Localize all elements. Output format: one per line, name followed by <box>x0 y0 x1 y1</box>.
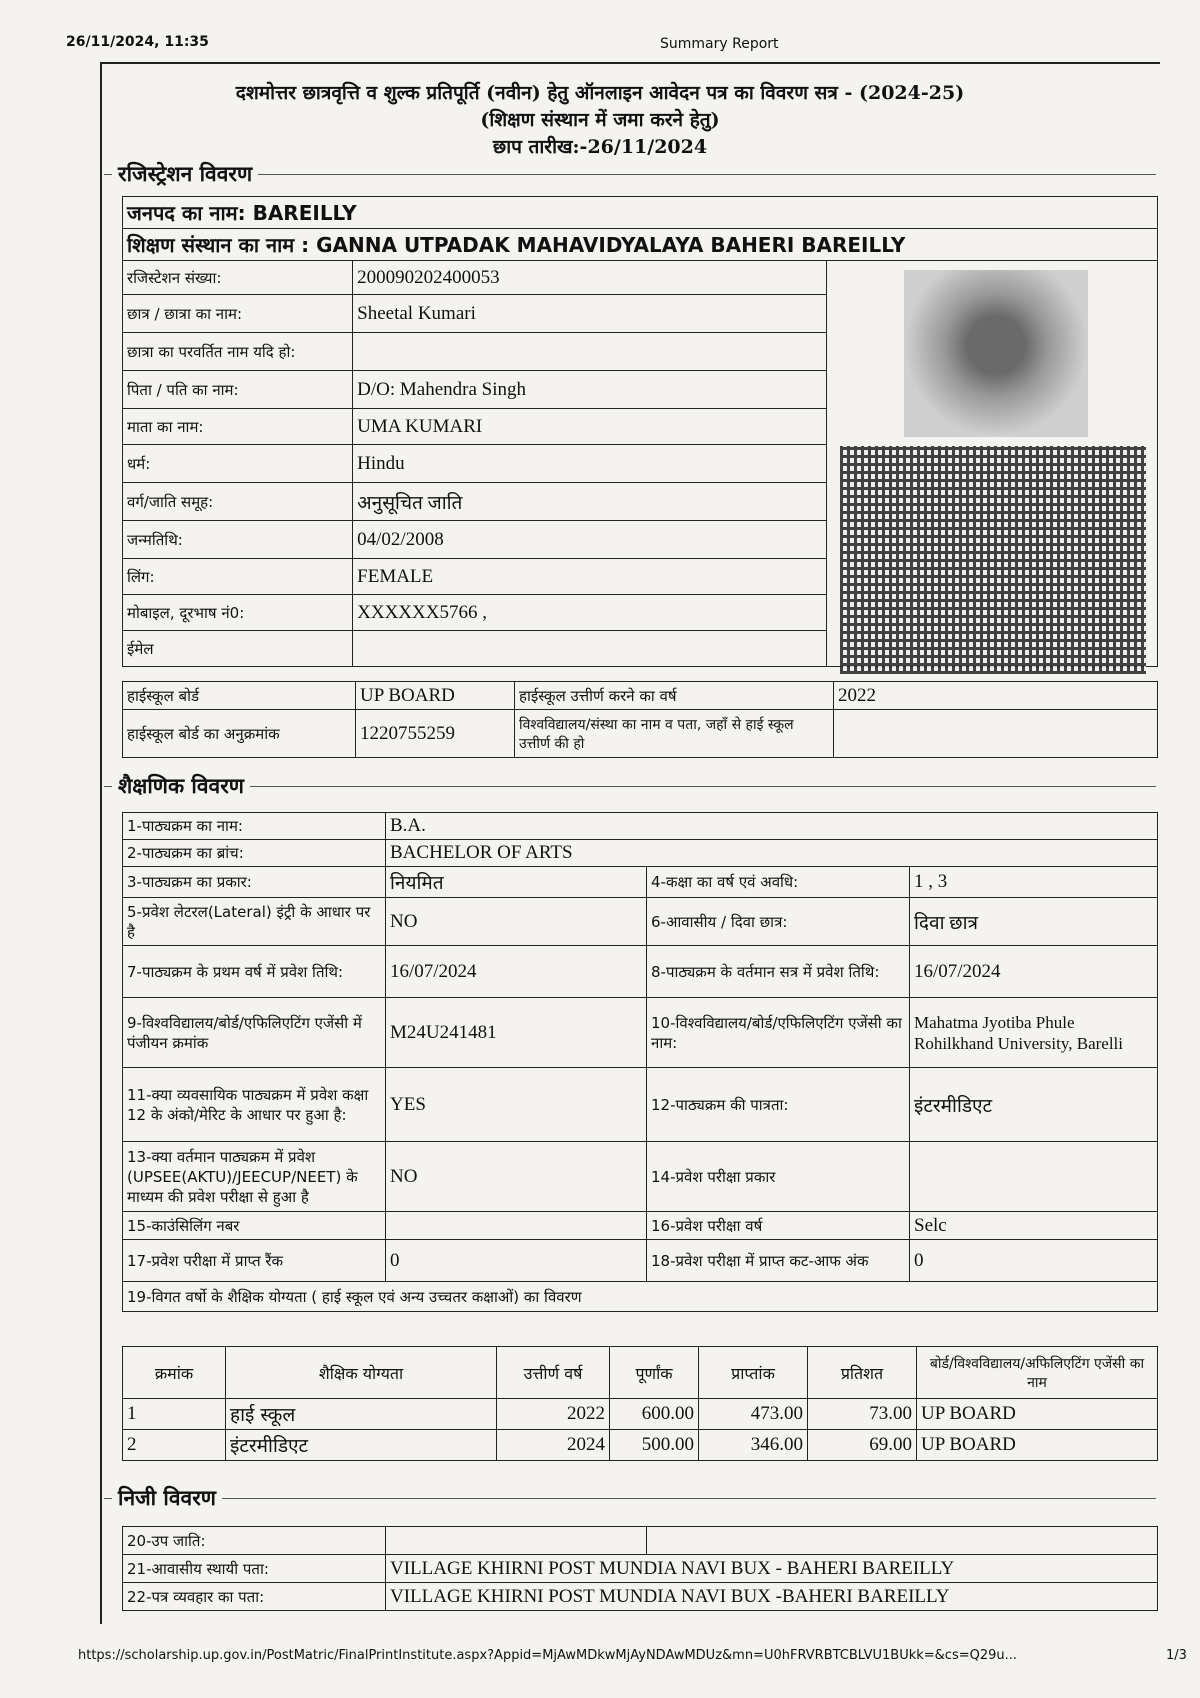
entrance-exam-admission-label: 13-क्या वर्तमान पाठ्यक्रम में प्रवेश (UPSEE(AKTU)/JEECUP/NEET) के माध्यम की प्रवेश परीक्षा से हुआ है <box>123 1142 386 1212</box>
registration-heading: रजिस्ट्रेशन विवरण <box>112 160 258 188</box>
dob-value: 04/02/2008 <box>353 521 826 559</box>
email-label: ईमेल <box>123 631 353 667</box>
page-number: 1/3 <box>1166 1648 1187 1663</box>
entrance-rank-value: 0 <box>386 1240 647 1282</box>
hs-roll-label: हाईस्कूल बोर्ड का अनुक्रमांक <box>123 710 356 758</box>
academic-table <box>122 812 1158 1312</box>
table-row <box>123 1430 1158 1461</box>
hs-year-label: हाईस्कूल उत्तीर्ण करने का वर्ष <box>515 682 834 710</box>
qual-cell: 73.00 <box>808 1399 917 1430</box>
university-name-value: Mahatma Jyotiba Phule Rohilkhand University, Barelli <box>910 998 1158 1068</box>
hs-board-label: हाईस्कूल बोर्ड <box>123 682 356 710</box>
correspondence-address-value: VILLAGE KHIRNI POST MUNDIA NAVI BUX -BAHERI BAREILLY <box>386 1583 1158 1611</box>
course-eligibility-label: 12-पाठ्यक्रम की पात्रता: <box>647 1068 910 1142</box>
dob-label: जन्मतिथि: <box>123 521 353 559</box>
qual-cell: 2024 <box>497 1430 610 1461</box>
subcaste-value <box>386 1527 647 1555</box>
current-session-admission-value: 16/07/2024 <box>910 946 1158 998</box>
qual-header: क्रमांक <box>123 1347 226 1399</box>
gender-label: लिंग: <box>123 559 353 595</box>
course-eligibility-value: इंटरमीडिएट <box>910 1068 1158 1142</box>
entrance-exam-year-label: 16-प्रवेश परीक्षा वर्ष <box>647 1212 910 1240</box>
entrance-exam-type-value <box>910 1142 1158 1212</box>
religion-label: धर्म: <box>123 445 353 483</box>
course-branch-value: BACHELOR OF ARTS <box>386 840 1158 867</box>
student-name-value: Sheetal Kumari <box>353 295 826 333</box>
course-type-value: नियमित <box>386 867 647 898</box>
report-title: Summary Report <box>660 36 779 52</box>
class-year-value: 1 , 3 <box>910 867 1158 898</box>
permanent-address-label: 21-आवासीय स्थायी पता: <box>123 1555 386 1583</box>
qual-header: उत्तीर्ण वर्ष <box>497 1347 610 1399</box>
class-year-label: 4-कक्षा का वर्ष एवं अवधि: <box>647 867 910 898</box>
hs-univ-label: विश्वविद्यालय/संस्था का नाम व पता, जहाँ से हाई स्कूल उत्तीर्ण की हो <box>515 710 834 758</box>
form-title <box>100 80 1100 161</box>
title-line-1: दशमोत्तर छात्रवृत्ति व शुल्क प्रतिपूर्ति (नवीन) हेतु ऑनलाइन आवेदन पत्र का विवरण सत्र - (2024-25) <box>235 82 965 104</box>
vocational-merit-label: 11-क्या व्यवसायिक पाठ्यक्रम में प्रवेश कक्षा 12 के अंको/मेरिट के आधार पर हुआ है: <box>123 1068 386 1142</box>
qual-cell: 1 <box>123 1399 226 1430</box>
qual-cell: 2 <box>123 1430 226 1461</box>
mobile-value: XXXXXX5766 , <box>353 595 826 631</box>
section-divider <box>104 786 1156 787</box>
category-value: अनुसूचित जाति <box>353 483 826 521</box>
course-name-label: 1-पाठ्यक्रम का नाम: <box>123 813 386 840</box>
entrance-exam-year-value: Selc <box>910 1212 1158 1240</box>
course-name-value: B.A. <box>386 813 1158 840</box>
day-scholar-label: 6-आवासीय / दिवा छात्र: <box>647 898 910 946</box>
permanent-address-value: VILLAGE KHIRNI POST MUNDIA NAVI BUX - BAHERI BAREILLY <box>386 1555 1158 1583</box>
cutoff-marks-label: 18-प्रवेश परीक्षा में प्राप्त कट-आफ अंक <box>647 1240 910 1282</box>
day-scholar-value: दिवा छात्र <box>910 898 1158 946</box>
mobile-label: मोबाइल, दूरभाष नं0: <box>123 595 353 631</box>
reg-no-label: रजिस्टेशन संख्या: <box>123 261 353 295</box>
first-year-admission-label: 7-पाठ्यक्रम के प्रथम वर्ष में प्रवेश तिथि: <box>123 946 386 998</box>
district-name: जनपद का नाम: BAREILLY <box>123 197 1158 229</box>
email-value <box>353 631 826 667</box>
hs-univ-value <box>834 710 1158 758</box>
father-name-label: पिता / पति का नाम: <box>123 371 353 409</box>
qualification-table <box>122 1346 1158 1461</box>
student-name-label: छात्र / छात्रा का नाम: <box>123 295 353 333</box>
qual-cell: UP BOARD <box>917 1399 1158 1430</box>
subcaste-label: 20-उप जाति: <box>123 1527 386 1555</box>
reg-no-value: 200090202400053 <box>353 261 826 295</box>
highschool-table <box>122 681 1158 758</box>
qual-cell: 2022 <box>497 1399 610 1430</box>
lateral-entry-value: NO <box>386 898 647 946</box>
changed-name-value <box>353 333 826 371</box>
vocational-merit-value: YES <box>386 1068 647 1142</box>
qual-cell: 600.00 <box>610 1399 699 1430</box>
mother-name-label: माता का नाम: <box>123 409 353 445</box>
counselling-number-label: 15-काउंसिलिंग नबर <box>123 1212 386 1240</box>
qual-cell: UP BOARD <box>917 1430 1158 1461</box>
counselling-number-value <box>386 1212 647 1240</box>
personal-heading: निजी विवरण <box>112 1484 222 1512</box>
qual-header: पूर्णांक <box>610 1347 699 1399</box>
qual-cell: 500.00 <box>610 1430 699 1461</box>
course-type-label: 3-पाठ्यक्रम का प्रकार: <box>123 867 386 898</box>
changed-name-label: छात्रा का परवर्तित नाम यदि हो: <box>123 333 353 371</box>
personal-table <box>122 1526 1158 1611</box>
university-name-label: 10-विश्वविद्यालय/बोर्ड/एफिलिएटिंग एजेंसी का नाम: <box>647 998 910 1068</box>
qual-cell: 69.00 <box>808 1430 917 1461</box>
correspondence-address-label: 22-पत्र व्यवहार का पता: <box>123 1583 386 1611</box>
university-reg-no-label: 9-विश्वविद्यालय/बोर्ड/एफिलिएटिंग एजेंसी में पंजीयन क्रमांक <box>123 998 386 1068</box>
lateral-entry-label: 5-प्रवेश लेटरल(Lateral) इंट्री के आधार पर है <box>123 898 386 946</box>
qual-cell: हाई स्कूल <box>226 1399 497 1430</box>
qual-header: शैक्षिक योग्यता <box>226 1347 497 1399</box>
category-label: वर्ग/जाति समूह: <box>123 483 353 521</box>
current-session-admission-label: 8-पाठ्यक्रम के वर्तमान सत्र में प्रवेश तिथि: <box>647 946 910 998</box>
hs-roll-value: 1220755259 <box>356 710 515 758</box>
qualification-details-label: 19-विगत वर्षो के शैक्षिक योग्यता ( हाई स्कूल एवं अन्य उच्चतर कक्षाओं) का विवरण <box>123 1282 1158 1312</box>
cutoff-marks-value: 0 <box>910 1240 1158 1282</box>
mother-name-value: UMA KUMARI <box>353 409 826 445</box>
section-divider <box>104 174 1156 175</box>
student-photo <box>904 270 1088 437</box>
academic-heading: शैक्षणिक विवरण <box>112 772 250 800</box>
qr-code <box>840 446 1146 674</box>
print-datetime: 26/11/2024, 11:35 <box>66 34 209 50</box>
entrance-exam-type-label: 14-प्रवेश परीक्षा प्रकार <box>647 1142 910 1212</box>
qual-cell: इंटरमीडिएट <box>226 1430 497 1461</box>
gender-value: FEMALE <box>353 559 826 595</box>
qual-header: प्रतिशत <box>808 1347 917 1399</box>
institute-name: शिक्षण संस्थान का नाम : GANNA UTPADAK MAHAVIDYALAYA BAHERI BAREILLY <box>123 229 1158 261</box>
section-divider <box>104 1498 1156 1499</box>
university-reg-no-value: M24U241481 <box>386 998 647 1068</box>
entrance-rank-label: 17-प्रवेश परीक्षा में प्राप्त रैंक <box>123 1240 386 1282</box>
qual-header: प्राप्तांक <box>699 1347 808 1399</box>
title-line-2: (शिक्षण संस्थान में जमा करने हेतु) <box>480 109 720 131</box>
religion-value: Hindu <box>353 445 826 483</box>
father-name-value: D/O: Mahendra Singh <box>353 371 826 409</box>
qual-header: बोर्ड/विश्वविद्यालय/अफिलिएटिंग एजेंसी का नाम <box>917 1347 1158 1399</box>
hs-year-value: 2022 <box>834 682 1158 710</box>
qual-cell: 473.00 <box>699 1399 808 1430</box>
hs-board-value: UP BOARD <box>356 682 515 710</box>
title-line-3: छाप तारीख:-26/11/2024 <box>492 136 708 158</box>
entrance-exam-admission-value: NO <box>386 1142 647 1212</box>
course-branch-label: 2-पाठ्यक्रम का ब्रांच: <box>123 840 386 867</box>
qual-cell: 346.00 <box>699 1430 808 1461</box>
footer-url: https://scholarship.up.gov.in/PostMatric/FinalPrintInstitute.aspx?Appid=MjAwMDkwMjAyNDAwMDUz&mn=U0hFRVRBTCBLVU1BUkk=&cs=Q29u... <box>78 1648 1018 1663</box>
first-year-admission-value: 16/07/2024 <box>386 946 647 998</box>
table-row <box>123 1399 1158 1430</box>
